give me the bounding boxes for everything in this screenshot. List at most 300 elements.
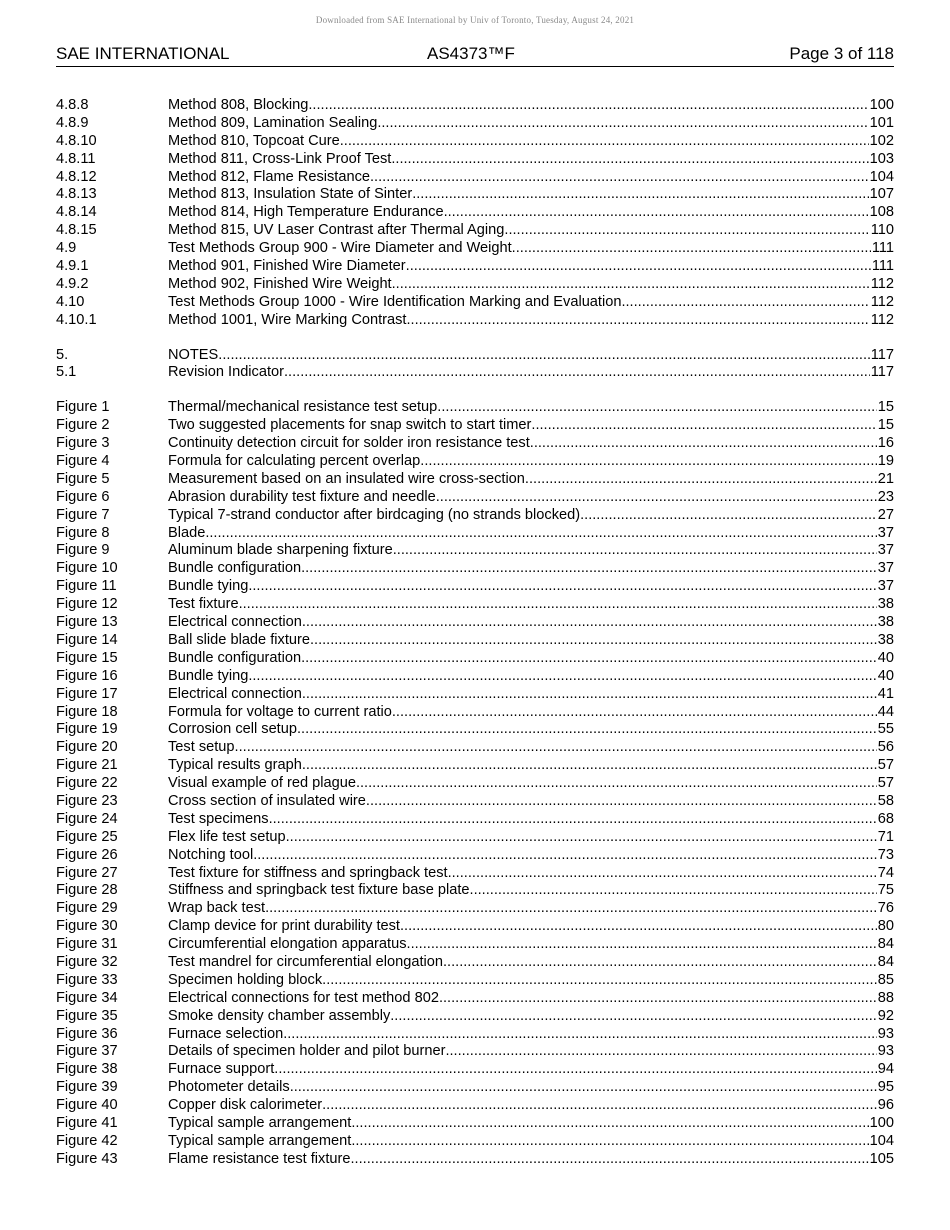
entry-number: Figure 43 [56,1150,118,1167]
entry-title: Visual example of red plague [168,775,356,792]
figure-entry[interactable] [56,1043,894,1061]
figure-entry[interactable] [56,435,894,453]
entry-title-cell [168,704,894,722]
entry-number: Figure 29 [56,900,118,917]
figure-entry[interactable] [56,757,894,775]
entry-page: 15 [877,417,894,434]
toc-notes [56,347,894,383]
entry-number: 4.8.11 [56,150,96,167]
dot-leader [437,399,876,417]
entry-title: Blade [168,524,206,541]
dot-leader [393,542,877,560]
entry-title: Measurement based on an insulated wire cross-section [168,470,525,487]
dot-leader [301,650,877,668]
entry-title: Test mandrel for circumferential elongation [168,953,443,970]
toc-entry[interactable] [56,169,894,187]
entry-title: Ball slide blade fixture [168,631,310,648]
entry-title-cell [168,1151,894,1169]
toc-entry[interactable] [56,133,894,151]
entry-title: Test setup [168,739,235,756]
page-header [56,44,894,67]
entry-number: 4.8.9 [56,114,89,131]
entry-page: 80 [877,918,894,935]
entry-number: 4.8.13 [56,186,97,203]
figure-entry[interactable] [56,399,894,417]
entry-page: 111 [871,240,894,257]
entry-number: Figure 13 [56,614,118,631]
entry-page: 38 [877,596,894,613]
entry-page: 75 [877,882,894,899]
dot-leader [290,1079,877,1097]
entry-title: Furnace support [168,1061,275,1078]
entry-title-cell [168,793,894,811]
entry-page: 84 [877,953,894,970]
entry-page: 40 [877,649,894,666]
entry-title: Cross section of insulated wire [168,792,366,809]
entry-title-cell [168,954,894,972]
entry-title-cell [168,650,894,668]
dot-leader [420,453,876,471]
entry-title: Notching tool [168,846,254,863]
figure-entry[interactable] [56,1115,894,1133]
entry-number: Figure 11 [56,578,117,595]
figure-entry[interactable] [56,614,894,632]
dot-leader [248,578,876,596]
entry-title-cell [168,525,894,543]
entry-number: Figure 5 [56,470,110,487]
figure-entry[interactable] [56,507,894,525]
entry-title: Bundle tying [168,667,249,684]
entry-page: 57 [877,775,894,792]
figure-entry[interactable] [56,704,894,722]
entry-number: Figure 17 [56,685,118,702]
entry-title: Method 813, Insulation State of Sinter [168,186,413,203]
entry-number: 5. [56,346,69,363]
figure-entry[interactable] [56,775,894,793]
figure-entry[interactable] [56,453,894,471]
document-number: AS4373™F [427,44,515,63]
entry-title-cell [168,507,894,525]
entry-page: 112 [870,311,894,328]
entry-number: Figure 28 [56,882,118,899]
entry-number: Figure 27 [56,864,118,881]
figure-entry[interactable] [56,1061,894,1079]
dot-leader [308,97,868,115]
entry-page: 93 [877,1025,894,1042]
entry-number: 4.8.8 [56,97,89,113]
dot-leader [621,294,869,312]
figure-entry[interactable] [56,632,894,650]
dot-leader [286,829,877,847]
entry-title: Test fixture for stiffness and springback test [168,864,448,881]
entry-title-cell [168,399,894,417]
entry-page: 23 [877,488,894,505]
figure-entry[interactable] [56,721,894,739]
figure-entry[interactable] [56,489,894,507]
dot-leader [351,1115,868,1133]
entry-number: Figure 30 [56,918,118,935]
figure-entry[interactable] [56,954,894,972]
dot-leader [530,435,877,453]
entry-title-cell [168,186,894,204]
entry-title-cell [168,1097,894,1115]
entry-title: Thermal/mechanical resistance test setup [168,399,438,416]
entry-page: 68 [877,810,894,827]
figure-entry[interactable] [56,1151,894,1169]
entry-page: 94 [877,1061,894,1078]
figure-entry[interactable] [56,865,894,883]
dot-leader [302,686,877,704]
entry-page: 95 [877,1079,894,1096]
entry-number: Figure 16 [56,667,118,684]
entry-title: Electrical connection [168,614,302,631]
entry-page: 44 [877,703,894,720]
figure-entry[interactable] [56,936,894,954]
figure-entry[interactable] [56,1133,894,1151]
figure-entry[interactable] [56,471,894,489]
entry-number: Figure 41 [56,1114,118,1131]
entry-title: Abrasion durability test fixture and needle [168,488,436,505]
entry-title-cell [168,614,894,632]
entry-title-cell [168,829,894,847]
entry-title: Test Methods Group 900 - Wire Diameter and Weight [168,240,512,257]
entry-page: 111 [871,258,894,275]
figure-entry[interactable] [56,972,894,990]
entry-page: 16 [877,435,894,452]
entry-number: Figure 35 [56,1007,118,1024]
entry-number: 4.9.1 [56,258,89,275]
entry-title: Flex life test setup [168,828,286,845]
toc-entry[interactable] [56,204,894,222]
entry-page: 74 [877,864,894,881]
entry-title-cell [168,364,894,382]
entry-title: Method 808, Blocking [168,97,309,113]
entry-title-cell [168,936,894,954]
entry-title: NOTES [168,346,219,363]
dot-leader [439,990,877,1008]
entry-title-cell [168,668,894,686]
entry-title-cell [168,900,894,918]
figure-entry[interactable] [56,525,894,543]
entry-title-cell [168,133,894,151]
entry-number: 4.9 [56,240,77,257]
figure-entry[interactable] [56,847,894,865]
entry-number: Figure 23 [56,792,118,809]
figure-entry[interactable] [56,1008,894,1026]
entry-title: Stiffness and springback test fixture base plate [168,882,470,899]
dot-leader [253,847,877,865]
dot-leader [407,936,877,954]
toc-entry[interactable] [56,312,894,330]
entry-number: Figure 19 [56,721,118,738]
dot-leader [274,1061,876,1079]
dot-leader [235,739,877,757]
dot-leader [436,489,877,507]
entry-title: Typical sample arrangement [168,1132,352,1149]
entry-number: Figure 20 [56,739,118,756]
entry-number: Figure 1 [56,399,110,416]
entry-number: Figure 18 [56,703,118,720]
dot-leader [205,525,876,543]
entry-number: Figure 22 [56,775,118,792]
entry-title: Method 811, Cross-Link Proof Test [168,150,392,167]
entry-title-cell [168,1008,894,1026]
figure-entry[interactable] [56,918,894,936]
toc-entry[interactable] [56,186,894,204]
entry-number: Figure 26 [56,846,118,863]
entry-title: Corrosion cell setup [168,721,297,738]
entry-title-cell [168,258,894,276]
entry-title-cell [168,151,894,169]
entry-number: Figure 3 [56,435,110,452]
toc-entry[interactable] [56,347,894,365]
entry-page: 104 [869,168,894,185]
toc-entry[interactable] [56,97,894,115]
dot-leader [302,757,877,775]
entry-page: 107 [869,186,894,203]
entry-title: Bundle configuration [168,649,302,666]
entry-title: Bundle tying [168,578,249,595]
dot-leader [322,972,877,990]
entry-title: Method 810, Topcoat Cure [168,132,340,149]
entry-title: Test specimens [168,810,269,827]
entry-title-cell [168,990,894,1008]
entry-title: Method 809, Lamination Sealing [168,114,378,131]
figure-entry[interactable] [56,811,894,829]
table-of-contents [56,97,894,1169]
toc-entry[interactable] [56,276,894,294]
toc-gap [56,330,894,347]
entry-number: Figure 8 [56,524,110,541]
entry-number: Figure 32 [56,953,118,970]
entry-page: 27 [877,506,894,523]
entry-page: 105 [869,1150,894,1167]
entry-title-cell [168,204,894,222]
entry-number: Figure 9 [56,542,110,559]
entry-page: 37 [877,578,894,595]
figure-entry[interactable] [56,990,894,1008]
dot-leader [406,312,869,330]
list-of-figures [56,399,894,1168]
entry-number: Figure 38 [56,1061,118,1078]
entry-page: 73 [877,846,894,863]
entry-page: 108 [869,204,894,221]
dot-leader [392,276,870,294]
entry-title-cell [168,847,894,865]
figure-entry[interactable] [56,882,894,900]
dot-leader [531,417,876,435]
dot-leader [390,1008,877,1026]
entry-page: 38 [877,631,894,648]
entry-title: Two suggested placements for snap switch to start timer [168,417,532,434]
dot-leader [218,347,869,365]
entry-page: 103 [869,150,894,167]
entry-number: 4.9.2 [56,275,89,292]
entry-page: 110 [870,222,894,239]
entry-page: 84 [877,936,894,953]
figure-entry[interactable] [56,1026,894,1044]
entry-page: 102 [869,132,894,149]
dot-leader [297,721,877,739]
page-number: Page 3 of 118 [789,44,894,63]
entry-title: Specimen holding block [168,971,323,988]
dot-leader [340,133,869,151]
publisher-name: SAE INTERNATIONAL [56,44,230,63]
entry-number: 4.8.15 [56,222,97,239]
entry-title: Photometer details [168,1079,290,1096]
figure-entry[interactable] [56,417,894,435]
dot-leader [580,507,877,525]
figure-entry[interactable] [56,650,894,668]
entry-title-cell [168,115,894,133]
entry-title: Bundle configuration [168,560,302,577]
entry-number: Figure 10 [56,560,118,577]
entry-number: Figure 40 [56,1097,118,1114]
dot-leader [444,204,869,222]
figure-entry[interactable] [56,829,894,847]
entry-page: 15 [877,399,894,416]
dot-leader [370,169,869,187]
figure-entry[interactable] [56,596,894,614]
entry-title: Method 901, Finished Wire Diameter [168,258,406,275]
entry-page: 56 [877,739,894,756]
dot-leader [284,364,870,382]
entry-title-cell [168,739,894,757]
entry-number: 4.10.1 [56,311,97,328]
entry-title-cell [168,97,894,115]
entry-title-cell [168,882,894,900]
entry-page: 112 [870,293,894,310]
figure-entry[interactable] [56,560,894,578]
entry-number: Figure 24 [56,810,118,827]
entry-number: 5.1 [56,364,77,381]
entry-title-cell [168,1026,894,1044]
entry-title-cell [168,918,894,936]
dot-leader [412,186,868,204]
entry-title: Clamp device for print durability test [168,918,400,935]
dot-leader [504,222,869,240]
toc-gap [56,382,894,399]
dot-leader [525,471,877,489]
entry-title: Continuity detection circuit for solder iron resistance test [168,435,530,452]
entry-title: Test Methods Group 1000 - Wire Identification Marking and Evaluation [168,293,622,310]
entry-page: 92 [877,1007,894,1024]
figure-entry[interactable] [56,686,894,704]
entry-page: 37 [877,542,894,559]
entry-title-cell [168,294,894,312]
entry-title-cell [168,1115,894,1133]
entry-title: Circumferential elongation apparatus [168,936,407,953]
entry-page: 117 [870,364,894,381]
entry-page: 57 [877,757,894,774]
dot-leader [406,258,871,276]
toc-entry[interactable] [56,240,894,258]
figure-entry[interactable] [56,578,894,596]
entry-page: 40 [877,667,894,684]
entry-number: 4.10 [56,293,85,310]
entry-title-cell [168,972,894,990]
dot-leader [322,1097,877,1115]
entry-number: 4.8.10 [56,132,97,149]
entry-number: Figure 14 [56,631,118,648]
toc-entry[interactable] [56,151,894,169]
toc-sections [56,97,894,330]
entry-number: 4.8.12 [56,168,97,185]
entry-page: 112 [870,275,894,292]
toc-entry[interactable] [56,364,894,382]
entry-title-cell [168,865,894,883]
entry-number: Figure 33 [56,971,118,988]
dot-leader [366,793,877,811]
entry-title: Typical results graph [168,757,302,774]
entry-title-cell [168,312,894,330]
dot-leader [392,704,877,722]
figure-entry[interactable] [56,793,894,811]
dot-leader [248,668,876,686]
entry-number: Figure 12 [56,596,118,613]
entry-title-cell [168,1043,894,1061]
entry-title: Method 812, Flame Resistance [168,168,370,185]
entry-title: Method 1001, Wire Marking Contrast [168,311,407,328]
entry-title-cell [168,222,894,240]
entry-number: Figure 34 [56,989,118,1006]
entry-title-cell [168,542,894,560]
entry-page: 76 [877,900,894,917]
entry-title: Flame resistance test fixture [168,1150,351,1167]
toc-entry[interactable] [56,258,894,276]
entry-title-cell [168,811,894,829]
entry-title-cell [168,417,894,435]
entry-title-cell [168,757,894,775]
entry-title-cell [168,775,894,793]
dot-leader [377,115,868,133]
entry-title: Method 902, Finished Wire Weight [168,275,392,292]
figure-entry[interactable] [56,739,894,757]
toc-entry[interactable] [56,115,894,133]
entry-title: Typical 7-strand conductor after birdcaging (no strands blocked) [168,506,581,523]
entry-number: Figure 15 [56,649,118,666]
entry-title-cell [168,169,894,187]
entry-title: Formula for voltage to current ratio [168,703,392,720]
entry-page: 100 [869,97,894,113]
dot-leader [269,811,877,829]
figure-entry[interactable] [56,1097,894,1115]
figure-entry[interactable] [56,668,894,686]
toc-entry[interactable] [56,294,894,312]
entry-number: Figure 7 [56,506,110,523]
entry-title: Method 815, UV Laser Contrast after Thermal Aging [168,222,505,239]
dot-leader [391,151,868,169]
figure-entry[interactable] [56,900,894,918]
entry-title-cell [168,1061,894,1079]
entry-title-cell [168,1079,894,1097]
entry-page: 58 [877,792,894,809]
entry-title: Smoke density chamber assembly [168,1007,391,1024]
toc-entry[interactable] [56,222,894,240]
entry-title: Aluminum blade sharpening fixture [168,542,393,559]
dot-leader [302,614,877,632]
figure-entry[interactable] [56,542,894,560]
dot-leader [443,954,877,972]
entry-title-cell [168,435,894,453]
entry-page: 21 [877,470,894,487]
entry-number: Figure 37 [56,1043,118,1060]
figure-entry[interactable] [56,1079,894,1097]
dot-leader [470,882,877,900]
entry-title: Wrap back test [168,900,266,917]
entry-page: 100 [869,1114,894,1131]
entry-page: 85 [877,971,894,988]
